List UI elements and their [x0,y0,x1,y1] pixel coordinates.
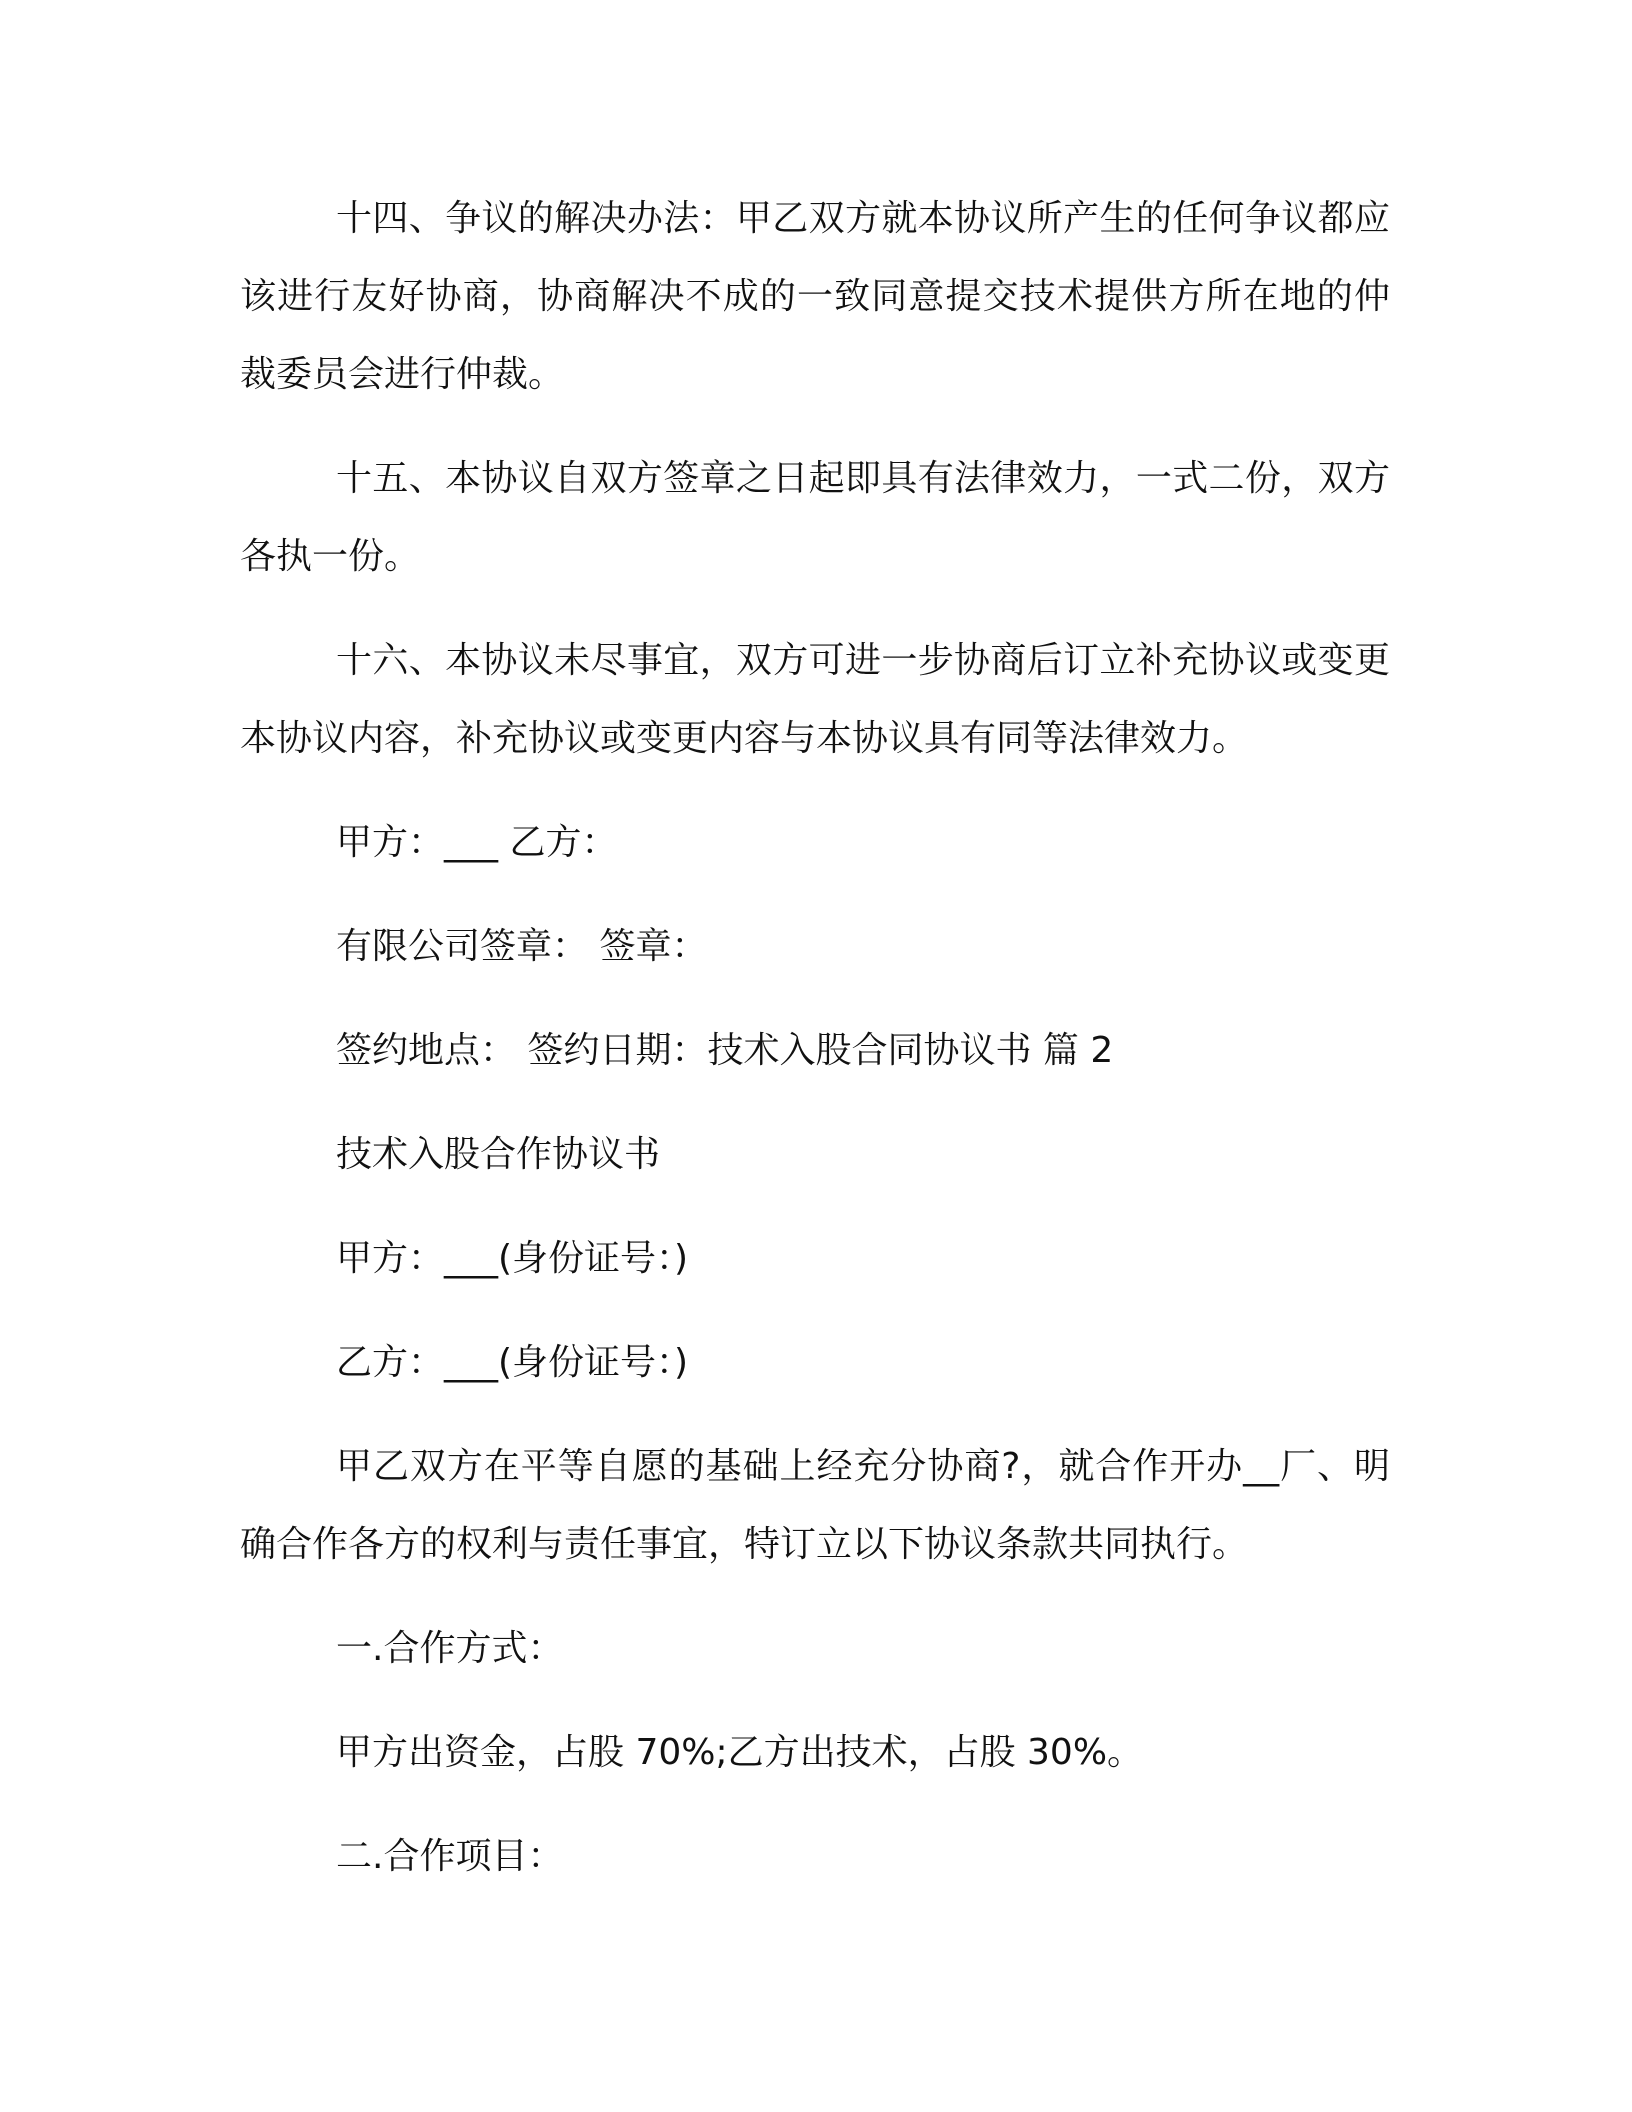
clause-16-supplementary: 十六、本协议未尽事宜，双方可进一步协商后订立补充协议或变更本协议内容，补充协议或变更内容与本协议具有同等法律效力。 [240,640,1390,759]
section-1-content: 甲方出资金，占股 70%;乙方出技术，占股 30%。 [336,1732,1144,1773]
section-2-heading: 二.合作项目： [336,1836,564,1877]
preamble-paragraph: 甲乙双方在平等自愿的基础上经充分协商?，就合作开办__厂、明确合作各方的权利与责任事宜，特订立以下协议条款共同执行。 [240,1446,1390,1565]
agreement-title: 技术入股合作协议书 [336,1134,661,1175]
party-b-id-line: 乙方：___(身份证号：) [336,1342,689,1383]
party-a-id-line: 甲方：___(身份证号：) [336,1238,689,1279]
section-1-heading: 一.合作方式： [336,1628,564,1669]
signing-place-date-line: 签约地点： 签约日期：技术入股合同协议书 篇 2 [336,1030,1114,1071]
document-page [240,180,1390,1922]
party-names-line: 甲方：___ 乙方： [336,822,618,863]
signature-line: 有限公司签章： 签章： [336,926,708,967]
clause-15-effectiveness: 十五、本协议自双方签章之日起即具有法律效力，一式二份，双方各执一份。 [240,458,1390,577]
clause-14-dispute-resolution: 十四、争议的解决办法：甲乙双方就本协议所产生的任何争议都应该进行友好协商，协商解决不成的一致同意提交技术提供方所在地的仲裁委员会进行仲裁。 [240,198,1390,395]
